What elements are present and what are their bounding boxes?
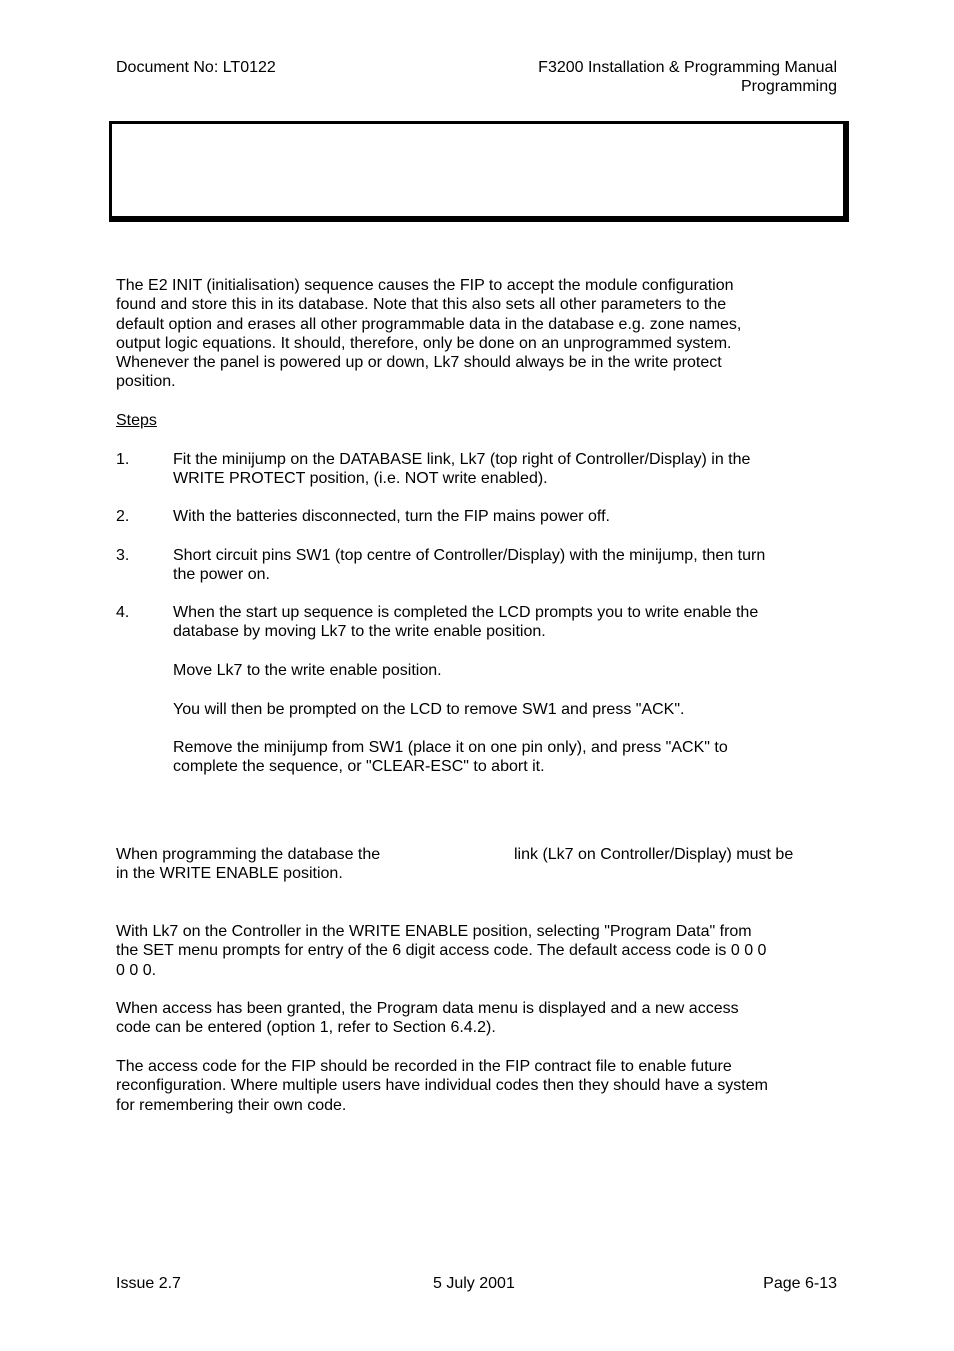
text-line: Move Lk7 to the write enable position. bbox=[173, 662, 442, 679]
text-line: position. bbox=[116, 373, 176, 391]
text-line: When access has been granted, the Program data menu is displayed and a new access bbox=[116, 1000, 739, 1017]
text-line: The access code for the FIP should be recorded in the FIP contract file to enable future bbox=[116, 1058, 732, 1075]
text-line: complete the sequence, or "CLEAR-ESC" to abort it. bbox=[173, 758, 545, 776]
text-line: WRITE PROTECT position, (i.e. NOT write enabled). bbox=[173, 470, 548, 488]
access-paragraph bbox=[116, 922, 844, 980]
text-line: The E2 INIT (initialisation) sequence causes the FIP to accept the module configuration bbox=[116, 277, 734, 294]
text-line: default option and erases all other programmable data in the database e.g. zone names, bbox=[116, 315, 742, 333]
text-line: reconfiguration. Where multiple users have individual codes then they should have a system bbox=[116, 1077, 768, 1095]
text-line: You will then be prompted on the LCD to remove SW1 and press "ACK". bbox=[173, 701, 685, 718]
manual-title: F3200 Installation & Programming Manual bbox=[538, 59, 837, 76]
step-text bbox=[173, 546, 845, 585]
access-paragraph bbox=[116, 999, 844, 1038]
steps-title: Steps bbox=[116, 412, 157, 429]
issue-date: 5 July 2001 bbox=[433, 1275, 515, 1292]
document-number: Document No: LT0122 bbox=[116, 59, 276, 76]
text-line: the power on. bbox=[173, 566, 270, 584]
step-text bbox=[173, 603, 845, 642]
step-subparagraph bbox=[173, 738, 845, 777]
step-number: 3. bbox=[116, 547, 130, 564]
text-line: database by moving Lk7 to the write enable position. bbox=[173, 623, 546, 641]
note-line-left: When programming the database the bbox=[116, 846, 381, 863]
step-text bbox=[173, 507, 845, 526]
header-right bbox=[417, 58, 837, 97]
text-line: code can be entered (option 1, refer to Section 6.4.2). bbox=[116, 1019, 496, 1037]
note-line-right: link (Lk7 on Controller/Display) must be bbox=[514, 846, 794, 863]
text-line: Short circuit pins SW1 (top centre of Controller/Display) with the minijump, then turn bbox=[173, 547, 766, 564]
text-line: When the start up sequence is completed the LCD prompts you to write enable the bbox=[173, 604, 759, 621]
section-name: Programming bbox=[740, 78, 837, 96]
text-line: With the batteries disconnected, turn the FIP mains power off. bbox=[173, 508, 610, 525]
note-line-2: in the WRITE ENABLE position. bbox=[116, 865, 343, 882]
step-number: 1. bbox=[116, 451, 130, 468]
step-subparagraph bbox=[173, 661, 845, 680]
access-paragraph bbox=[116, 1057, 844, 1115]
text-line: Fit the minijump on the DATABASE link, Lk7 (top right of Controller/Display) in the bbox=[173, 451, 751, 468]
text-line: the SET menu prompts for entry of the 6 digit access code. The default access code is 0 0 0 bbox=[116, 942, 767, 960]
step-subparagraph bbox=[173, 700, 845, 719]
issue-number: Issue 2.7 bbox=[116, 1275, 181, 1292]
text-line: Remove the minijump from SW1 (place it on one pin only), and press "ACK" to bbox=[173, 739, 728, 756]
page-number: Page 6-13 bbox=[763, 1275, 837, 1292]
step-number: 2. bbox=[116, 508, 130, 525]
text-line: With Lk7 on the Controller in the WRITE ENABLE position, selecting "Program Data" from bbox=[116, 923, 752, 940]
text-line: 0 0 0. bbox=[116, 961, 157, 979]
intro-paragraph bbox=[116, 276, 844, 392]
text-line: Whenever the panel is powered up or down, Lk7 should always be in the write protect bbox=[116, 354, 722, 372]
text-line: output logic equations. It should, therefore, only be done on an unprogrammed system. bbox=[116, 334, 732, 352]
step-text bbox=[173, 450, 845, 489]
text-line: found and store this in its database. Note that this also sets all other parameters to the bbox=[116, 296, 727, 314]
step-number: 4. bbox=[116, 604, 130, 621]
heading-box bbox=[109, 121, 849, 222]
text-line: for remembering their own code. bbox=[116, 1096, 347, 1114]
